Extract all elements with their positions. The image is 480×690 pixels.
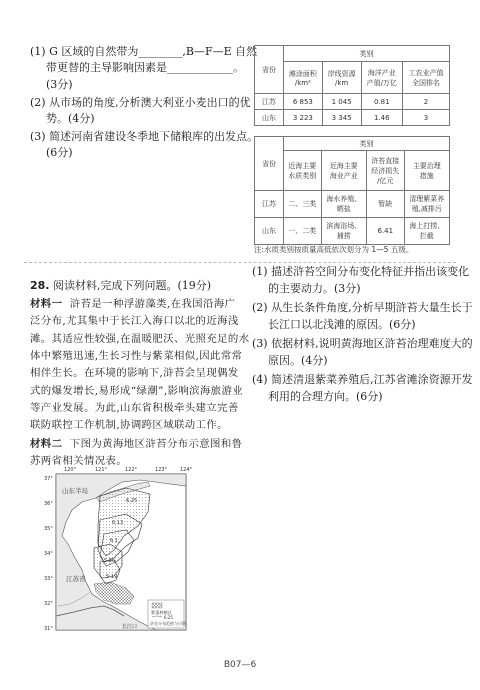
table1-province-header: 省份 [255, 46, 284, 94]
lat-label: 35° [44, 526, 53, 532]
legend-label: 紫菜种植区 [151, 610, 172, 615]
sub4-line1: (4) 简述清退紫菜养殖后,江苏省滩涂资源开发 [252, 373, 473, 386]
material1-line: 联防联控工作机制,协调跨区域联动工作。 [30, 419, 228, 432]
q2-line2: 势。(4分) [46, 112, 95, 125]
table-row [255, 191, 450, 218]
material1-line: 浒苔是一种浮游藻类,在我国沿海广 [69, 298, 236, 310]
table-cell: 江苏 [255, 191, 284, 218]
lat-label: 32° [44, 601, 53, 607]
table2-province-header: 省份 [255, 137, 284, 191]
lat-label: 34° [44, 551, 53, 557]
material1-line: 等产业发展。为此,山东省积极牵头建立完善 [30, 401, 239, 414]
stats-table-1 [254, 45, 450, 126]
material2-label: 材料二 [30, 438, 63, 450]
sub4-line2: 利用的合理方向。(6分) [268, 389, 383, 403]
q28-intro-line [30, 278, 211, 295]
table2-header: 近海主要 海业产业 [321, 151, 366, 191]
table1-header: 滩涂面积 /km² [284, 62, 323, 94]
lat-label: 36° [44, 501, 53, 507]
q1-line2: 带更替的主导影响因素是____________。 [46, 61, 244, 74]
q3-score: (6分) [46, 146, 73, 159]
lat-label: 31° [44, 626, 53, 632]
lon-label: 122° [125, 467, 138, 473]
page-number: B07—6 [223, 660, 257, 670]
lat-label: 37° [44, 476, 53, 482]
table-cell: 1 045 [322, 94, 361, 110]
date-label: 6.13 [112, 520, 124, 526]
table-cell: 海水养殖、 晒盐 [321, 191, 366, 218]
date-label: 5.25 [104, 558, 116, 564]
table-note: 注:水质类别按质量高低依次划分为 1—5 五级。 [254, 245, 414, 254]
question-number: 28. [30, 279, 50, 292]
table-cell: 二、三类 [284, 191, 322, 218]
date-label: 6.25 [126, 498, 138, 504]
table-cell: 滨海浴场、 捕捞 [321, 218, 366, 245]
province-label: 山东半岛 [62, 487, 88, 495]
table-cell: 江苏 [255, 94, 284, 110]
previous-questions [30, 44, 259, 164]
table1-header: 海洋产业 产值/万亿 [361, 62, 403, 94]
map-legend [148, 600, 186, 628]
q1-score: (3分) [46, 78, 73, 91]
sub2-line2: 长江口以北浅滩的原因。(6分) [268, 317, 416, 331]
legend-sample-date: 6.25 [164, 615, 173, 620]
q1-line1: (1) G 区域的自然带为________,B—F—E 自然 [30, 45, 258, 58]
q2-line1: (2) 从市场的角度,分析澳大利亚小麦出口的优 [30, 96, 251, 109]
date-label: 6.1 [110, 538, 118, 544]
stats-table-2 [254, 136, 450, 245]
material1-line: 泛分布,尤其集中于长江入海口以北的近海浅 [30, 315, 239, 328]
material-1 [30, 296, 250, 436]
material2-line: 下图为黄海地区浒苔分布示意图和鲁 [69, 438, 243, 450]
table2-header: 近海主要 水质类别 [284, 151, 322, 191]
table-row [255, 218, 450, 245]
table-cell: 清理紫菜养 殖,减排污 [404, 191, 450, 218]
table-row [255, 110, 450, 126]
table-cell: 3 [403, 110, 450, 126]
table-cell: 山东 [255, 110, 284, 126]
table-cell: 暂缺 [366, 191, 404, 218]
section-divider [24, 262, 456, 263]
date-label: 5.19 [106, 574, 118, 580]
lon-label: 120° [64, 467, 77, 473]
table-cell: 海上打捞、 拦截 [404, 218, 450, 245]
q28-subquestions [252, 264, 473, 403]
yellow-sea-map [30, 466, 200, 640]
material1-label: 材料一 [30, 298, 63, 310]
table1-header: 工农业产值 全国排名 [403, 62, 450, 94]
province-label: 江苏省 [66, 575, 86, 583]
legend-label: 浒苔分布范围与日期 [150, 621, 186, 626]
q28-intro: 阅读材料,完成下列问题。(19分) [53, 279, 212, 292]
lon-label: 124° [180, 467, 193, 473]
material1-line: 滩。其适应性较强,在温暖肥沃、光照充足的水 [30, 332, 250, 345]
legend-swatch-laver [152, 603, 162, 608]
lat-label: 33° [44, 576, 53, 582]
table2-header: 主要治理 措施 [404, 151, 450, 191]
table2-group-header: 类别 [284, 137, 450, 151]
sub1-line2: 的主要动力。(3分) [268, 281, 361, 295]
table-row [255, 94, 450, 110]
table-cell: 3 223 [284, 110, 323, 126]
table2-header: 浒苔直接 经济损失 /亿元 [366, 151, 404, 191]
table-cell: 6.41 [366, 218, 404, 245]
lon-label: 121° [95, 467, 108, 473]
sub3-line1: (3) 依据材料,说明黄海地区浒苔治理难度大的 [252, 337, 473, 350]
table-cell: 3 345 [322, 110, 361, 126]
material1-line: 体中繁殖迅速,生长习性与紫菜相似,因此常常 [30, 349, 243, 362]
table-cell: 2 [403, 94, 450, 110]
table1-group-header: 类别 [284, 46, 450, 62]
material1-line: 式的爆发增长,易形成“绿潮”,影响滨海旅游业 [30, 384, 244, 397]
material1-line: 相伴生长。在环境的影响下,浒苔会呈现偶发 [30, 367, 239, 380]
table-cell: 一、二类 [284, 218, 322, 245]
province-label: 长江口 [122, 624, 138, 630]
table1-header: 岸线资源 /km [322, 62, 361, 94]
sub1-line1: (1) 描述浒苔空间分布变化特征并指出该变化 [252, 265, 470, 278]
table-cell: 山东 [255, 218, 284, 245]
table-cell: 1.46 [361, 110, 403, 126]
sub3-line2: 原因。(4分) [268, 353, 328, 367]
material2-line: 苏两省相关情况表。 [30, 455, 128, 468]
table-cell: 6 853 [284, 94, 323, 110]
sub2-line1: (2) 从生长条件角度,分析早期浒苔大量生长于 [252, 301, 473, 314]
lon-label: 123° [155, 467, 168, 473]
q3-line1: (3) 简述河南省建设冬季地下储粮库的出发点。 [30, 130, 259, 143]
table-cell: 0.81 [361, 94, 403, 110]
